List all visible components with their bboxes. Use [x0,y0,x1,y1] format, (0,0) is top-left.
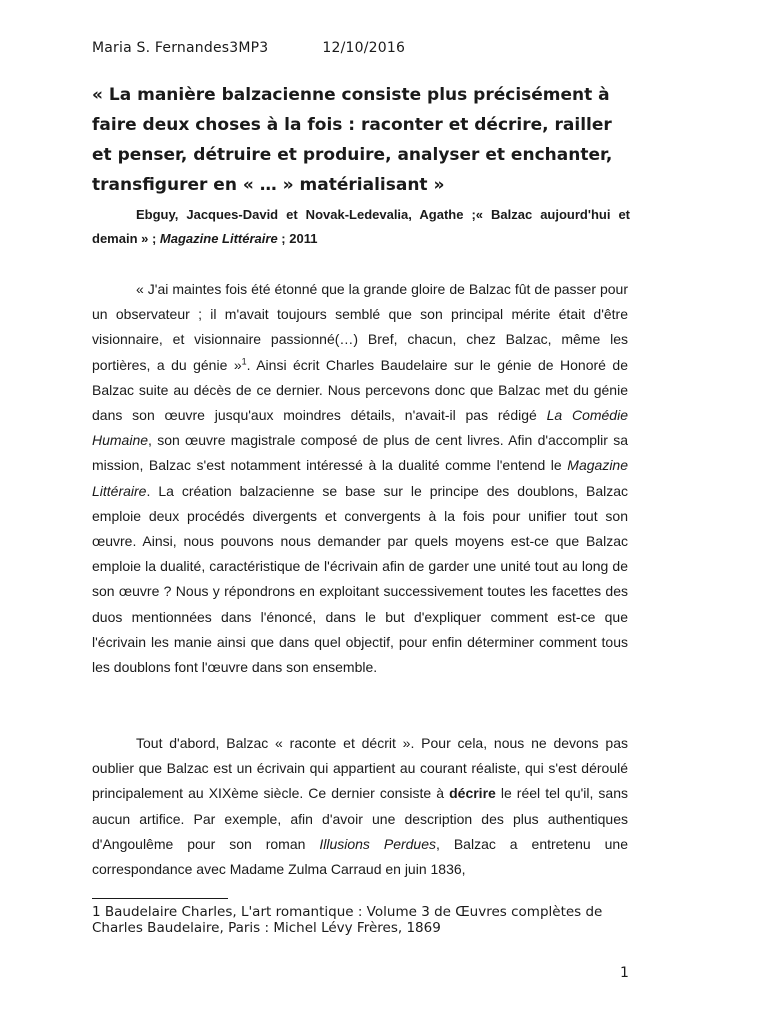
source-authors: Ebguy, Jacques-David et Novak-Ledevalia, Agathe ;« Balzac aujourd'hui et demain » ; [92,207,630,246]
footnote-reference[interactable]: 1 [241,355,247,366]
magazine-title: Magazine Littéraire [92,457,628,499]
p2-part3: , Balzac a entretenu une correspondance avec Madame Zulma Carraud en juin 1836, [92,835,628,878]
source-year: ; 2011 [277,231,318,246]
introduction-paragraph [92,277,628,680]
footnote: 1 Baudelaire Charles, L'art romantique : Volume 3 de Œuvres complètes de Charles Baudelaire, Paris : Michel Lévy Frères, 1869 [92,904,603,936]
page-header [92,40,405,56]
novel-title: Illusions Perdues [319,835,437,852]
epigraph-quote: « La manière balzacienne consiste plus précisément à faire deux choses à la fois : raconter et décrire, railler et penser, détruire et produire, analyser et enchanter, transfigurer en « … » matérialisant » [92,85,613,195]
development-paragraph [92,731,628,882]
document-date: 12/10/2016 [322,40,406,56]
p2-part1: Tout d'abord, Balzac « raconte et décrit ». Pour cela, nous ne devons pas oublier que Balzac est un écrivain qui appartient au courant réaliste, qui s'est déroulé principalement au XIXème siècle. Ce dernier consiste à [92,735,628,802]
p1-part1: « J'ai maintes fois été étonné que la grande gloire de Balzac fût de passer pour un observateur ; il m'avait toujours semblé que son principal mérite était d'être visionnaire, et visionnaire passionné(…) Bref, chacun, chez Balzac, même les portières, a du génie » [92,281,628,373]
p1-part3: , son œuvre magistrale composé de plus de cent livres. Afin d'accomplir sa mission, Balzac s'est notamment intéressé à la dualité comme l'entend le [92,432,628,474]
epigraph-source [92,203,630,251]
author-name: Maria S. Fernandes3MP3 [92,40,269,56]
p2-part2: le réel tel qu'il, sans aucun artifice. Par exemple, afin d'avoir une description des plus authentiques d'Angoulême pour son roman [92,785,629,852]
footnote-separator [92,898,228,899]
emphasis-word: décrire [449,785,496,802]
source-magazine: Magazine Littéraire [159,231,278,246]
p1-part4: . La création balzacienne se base sur le principe des doublons, Balzac emploie deux procédés divergents et convergents à la fois pour unifier tout son œuvre. Ainsi, nous pouvons nous demander par quels moyens est-ce que Balzac emploie la dualité, caractéristique de l'écrivain afin de garder une unité tout au long de son œuvre ? Nous y répondrons en exploitant successivement toutes les facettes des duos mentionnées dans l'énoncé, dans le but d'expliquer comment est-ce que l'écrivain les manie ainsi que dans quel objectif, pour enfin déterminer comment tous les doublons font l'œuvre dans son ensemble. [92,482,628,676]
p1-part2: . Ainsi écrit Charles Baudelaire sur le génie de Honoré de Balzac suite au décès de ce dernier. Nous percevons donc que Balzac met du génie dans son œuvre jusqu'aux moindres détails, n'avait-il pas rédigé [92,356,628,424]
work-title: La Comédie Humaine [92,407,628,449]
page-number: 1 [620,965,629,981]
